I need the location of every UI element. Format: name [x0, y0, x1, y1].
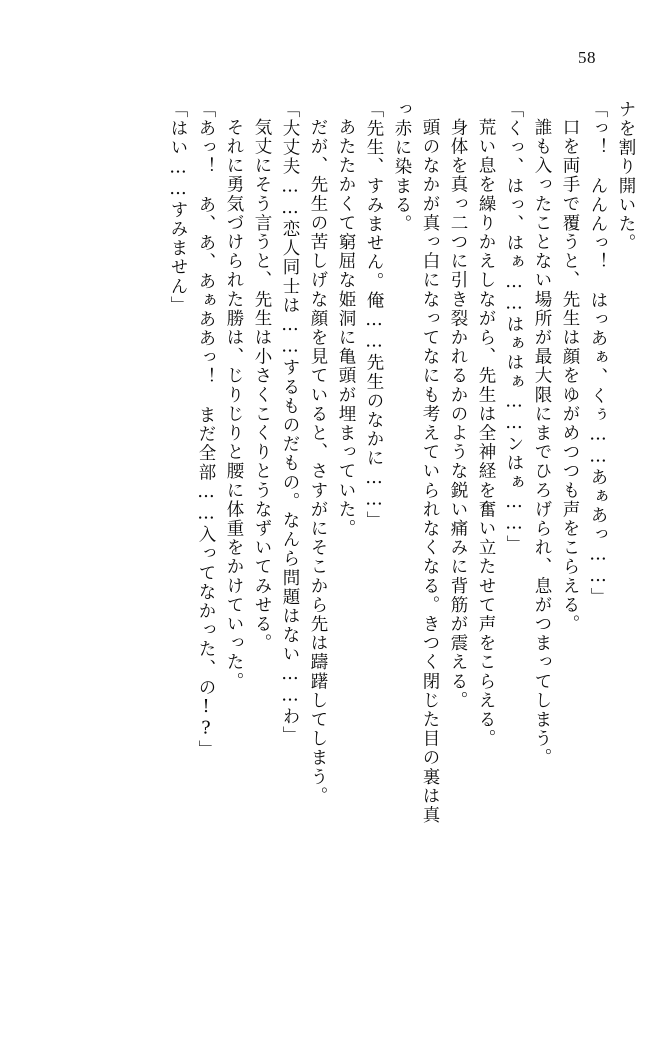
- text-line: 「はい……すみません」: [168, 100, 188, 316]
- text-line: 口を両手で覆うと、先生は顔をゆがめつつも声をこらえる。: [560, 118, 580, 634]
- page-text-body: [34, 100, 634, 980]
- text-line: 誰も入ったことない場所が最大限にまでひろげられ、息がつまってしまう。: [532, 118, 552, 768]
- text-line: 「先生、すみません。俺……先生のなかに……」: [364, 100, 384, 531]
- text-line: あたたかくて窮屈な姫洞に亀頭が埋まっていた。: [336, 118, 356, 539]
- text-line: 「っ！ んんんっ！ はっあぁ、くぅ……あぁあっ……」: [588, 100, 608, 607]
- page-number: 58: [578, 48, 596, 67]
- text-line: それに勇気づけられた勝は、じりじりと腰に体重をかけていった。: [224, 118, 244, 691]
- text-line: 「大丈夫……恋人同士は……するものだもの。なんら問題はない……わ」: [280, 100, 300, 746]
- text-line: 気丈にそう言うと、先生は小さくこくりとうなずいてみせる。: [252, 118, 272, 653]
- text-line: 「あっ！ あ、あ、あぁああっ！ まだ全部……入ってなかった、の!?」: [196, 100, 216, 760]
- text-line: っ赤に染まる。: [392, 100, 412, 234]
- text-line: 身体を真っ二つに引き裂かれるかのような鋭い痛みに背筋が震える。: [448, 118, 468, 711]
- text-line: 荒い息を繰りかえしながら、先生は全神経を奮い立たせて声をこらえる。: [476, 118, 496, 749]
- text-line: だが、先生の苦しげな顔を見ていると、さすがにそこから先は躊躇してしまう。: [308, 118, 328, 806]
- text-line: ナを割り開いた。: [616, 100, 636, 253]
- text-line: 頭のなかが真っ白になってなにも考えていられなくなる。きつく閉じた目の裏は真: [420, 118, 440, 825]
- text-line: 「くっ、はっ、はぁ……はぁはぁ……ンはぁ……」: [504, 100, 524, 555]
